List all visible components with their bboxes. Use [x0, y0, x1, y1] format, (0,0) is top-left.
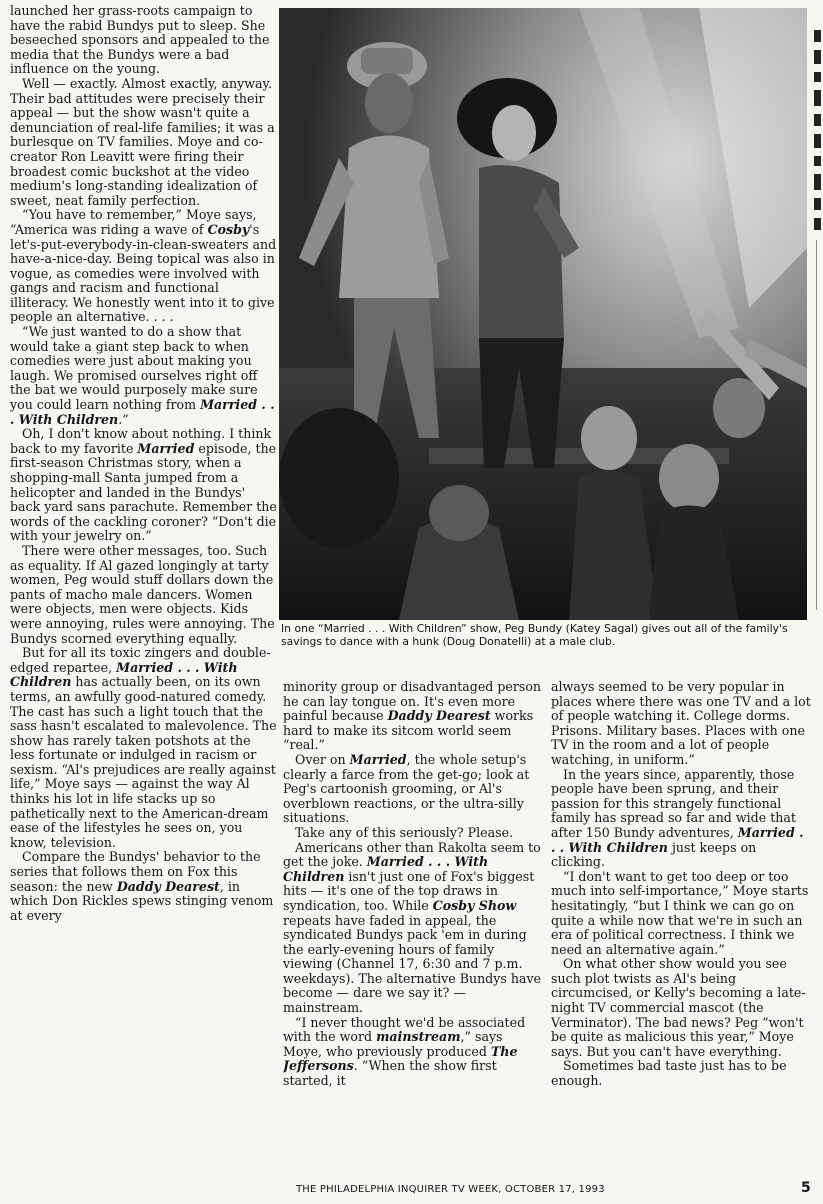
- article-paragraph: minority group or disadvantaged person he can lay tongue on. It's even more painful because Daddy Dearest works hard to make its sitcom world seem “real.”: [283, 680, 542, 753]
- article-photo: [279, 8, 807, 620]
- page-edge-marks: [811, 0, 823, 240]
- article-paragraph: always seemed to be very popular in places where there was one TV and a lot of people watching it. College dorms. Prisons. Military bases. Places with one TV in the room and a lot of people watching, in uniform.”: [551, 680, 811, 767]
- page-number: 5: [801, 1180, 811, 1196]
- page-footer: [0, 1180, 823, 1200]
- publication-line: THE PHILADELPHIA INQUIRER TV WEEK, OCTOBER 17, 1993: [296, 1184, 605, 1195]
- article-column-2: [283, 680, 543, 1165]
- photo-caption: In one “Married . . . With Children” show, Peg Bundy (Katey Sagal) gives out all of the family's savings to dance with a hunk (Doug Donatelli) at a male club.: [281, 622, 788, 648]
- article-paragraph: Take any of this seriously? Please.: [295, 824, 514, 840]
- article-paragraph: Compare the Bundys' behavior to the series that follows them on Fox this season: the new Daddy Dearest, in which Don Rickles spews stinging venom at every: [10, 849, 274, 923]
- article-paragraph: “We just wanted to do a show that would take a giant step back to when comedies were just about making you laugh. We promised ourselves right off the bat we would purposely make sure you could learn nothing from Married . . . With Children.”: [10, 324, 275, 427]
- article-paragraph: Well — exactly. Almost exactly, anyway. Their bad attitudes were precisely their appeal — but the show wasn't quite a denunciation of real-life families; it was a burlesque on TV families. Moye and co-creator Ron Leavitt were firing their broadest comic buckshot at the video medium's long-standing idealization of sweet, neat family perfection.: [10, 75, 275, 208]
- article-paragraph: But for all its toxic zingers and double-edged repartee, Married . . . With Children has actually been, on its own terms, an awfully good-natured comedy. The cast has such a light touch that the sass hasn't escalated to malevolence. The show has rarely taken potshots at the less fortunate or indulged in racism or sexism. “Al's prejudices are really against life,” Moye says — against the way Al thinks his lot in life stacks up so pathetically next to the American-dream ease of the lifestyles he sees on, you know, television.: [10, 645, 277, 850]
- page-edge-rule: [816, 240, 817, 610]
- article-column-1: [10, 4, 278, 1164]
- article-paragraph: Over on Married, the whole setup's clearly a farce from the get-go; look at Peg's cartoonish grooming, or Al's overblown reactions, or the ultra-silly situations.: [283, 751, 530, 826]
- article-paragraph: Americans other than Rakolta seem to get the joke. Married . . . With Children isn't just one of Fox's biggest hits — it's one of the top draws in syndication, too. While Cosby Show repeats have faded in appeal, the syndicated Bundys pack 'em in during the early-evening hours of family viewing (Channel 17, 6:30 and 7 p.m. weekdays). The alternative Bundys have become — dare we say it? — mainstream.: [283, 839, 542, 1016]
- article-paragraph: “You have to remember,” Moye says, “America was riding a wave of Cosby's let's-put-everybody-in-clean-sweaters and have-a-nice-day. Being topical was also in vogue, as comedies were involved with gangs and racism and functional illiteracy. We honestly went into it to give people an alternative. . . .: [10, 207, 277, 325]
- article-paragraph: Sometimes bad taste just has to be enough.: [551, 1058, 787, 1089]
- article-paragraph: In the years since, apparently, those people have been sprung, and their passion for this strangely functional family has spread so far and wide that after 150 Bundy adventures, Married . . . With Children just keeps on clicking.: [551, 766, 804, 870]
- article-paragraph: “I don't want to get too deep or too much into self-importance,” Moye starts hesitatingly, “but I think we can go on quite a while now that we're in such an era of political correctness. I think we need an alternative again.”: [551, 868, 809, 957]
- article-paragraph: Oh, I don't know about nothing. I think back to my favorite Married episode, the first-season Christmas story, when a shopping-mall Santa jumped from a helicopter and landed in the Bundys' back yard sans parachute. Remember the words of the cackling coroner? “Don't die with your jewelry on.”: [10, 426, 277, 544]
- article-paragraph: “I never thought we'd be associated with the word mainstream,” says Moye, who previously produced The Jeffersons. “When the show first started, it: [283, 1014, 526, 1089]
- article-paragraph: There were other messages, too. Such as equality. If Al gazed longingly at tarty women, Peg would stuff dollars down the pants of macho male dancers. Women were objects, men were objects. Kids were annoying, rules were annoying. The Bundys scorned everything equally.: [10, 542, 275, 646]
- photo-illustration: [279, 8, 807, 620]
- article-column-3: [551, 680, 811, 1165]
- article-paragraph: launched her grass-roots campaign to have the rabid Bundys put to sleep. She beseeched sponsors and appealed to the media that the Bundys were a bad influence on the young.: [10, 4, 270, 77]
- article-paragraph: On what other show would you see such plot twists as Al's being circumcised, or Kelly's becoming a late-night TV commercial mascot (the Verminator). The bad news? Peg “won't be quite as malicious this year,” Moye says. But you can't have everything.: [551, 956, 806, 1059]
